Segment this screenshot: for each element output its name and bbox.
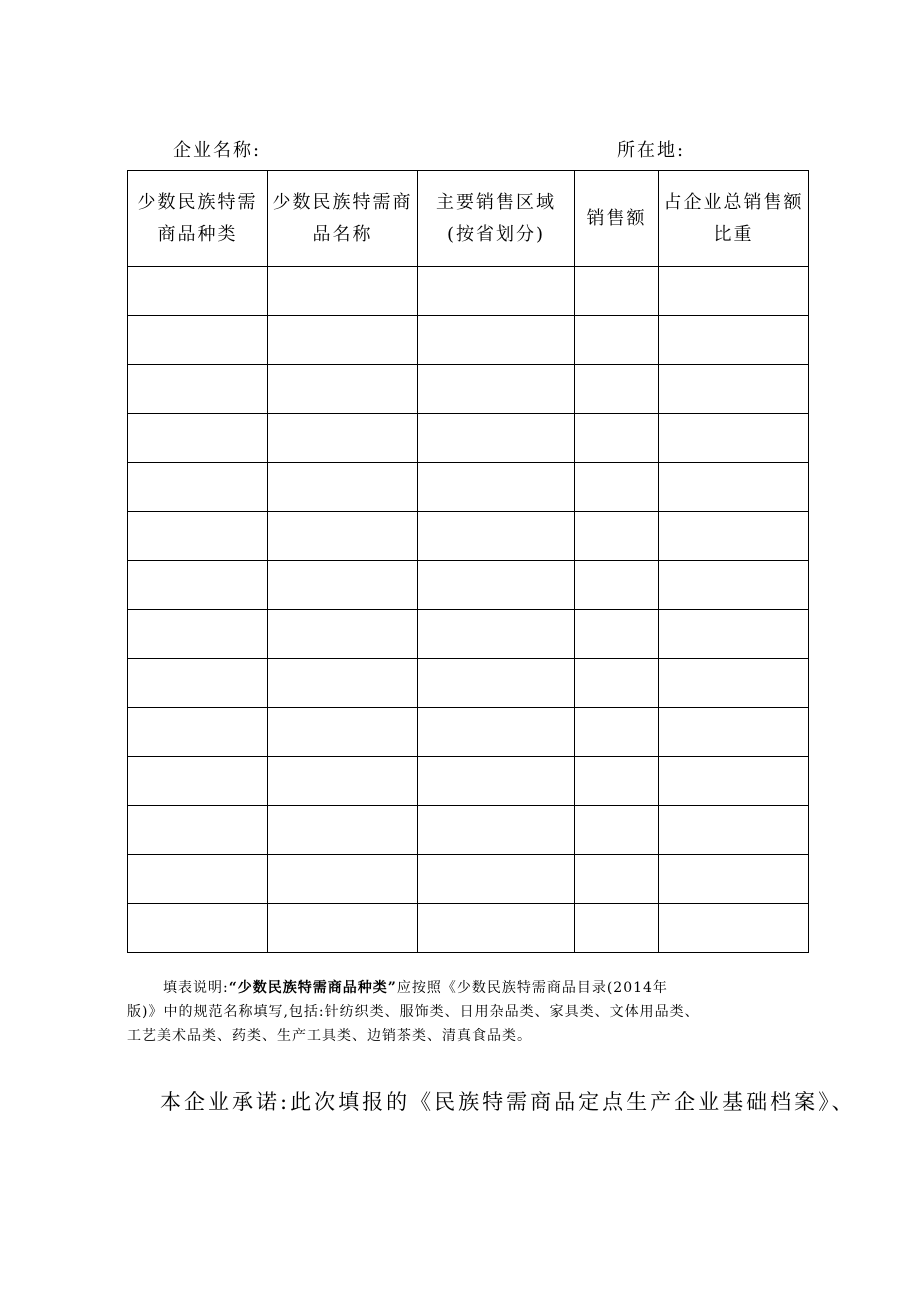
table-cell[interactable]	[418, 855, 575, 904]
table-cell[interactable]	[659, 463, 809, 512]
table-cell[interactable]	[659, 561, 809, 610]
column-header-sales-region: 主要销售区域 (按省划分)	[418, 171, 575, 267]
table-cell[interactable]	[418, 316, 575, 365]
table-cell[interactable]	[418, 757, 575, 806]
table-cell[interactable]	[128, 659, 268, 708]
table-cell[interactable]	[659, 512, 809, 561]
table-row	[128, 757, 809, 806]
location-label: 所在地:	[617, 140, 686, 161]
table-cell[interactable]	[418, 610, 575, 659]
table-cell[interactable]	[575, 316, 659, 365]
table-cell[interactable]	[659, 708, 809, 757]
table-cell[interactable]	[418, 463, 575, 512]
table-cell[interactable]	[128, 757, 268, 806]
table-cell[interactable]	[268, 806, 418, 855]
table-cell[interactable]	[268, 463, 418, 512]
table-body	[128, 267, 809, 953]
table-row	[128, 463, 809, 512]
instructions-bold-term: “少数民族特需商品种类”	[228, 980, 397, 996]
table-cell[interactable]	[659, 267, 809, 316]
instructions-line-2: 版)》中的规范名称填写,包括:针纺织类、服饰类、日用杂品类、家具类、文体用品类、	[127, 1004, 700, 1020]
table-row	[128, 316, 809, 365]
table-row	[128, 904, 809, 953]
table-row	[128, 610, 809, 659]
table-cell[interactable]	[575, 806, 659, 855]
table-cell[interactable]	[128, 806, 268, 855]
company-name-label: 企业名称:	[173, 140, 262, 161]
table-cell[interactable]	[268, 757, 418, 806]
table-cell[interactable]	[659, 414, 809, 463]
table-cell[interactable]	[659, 904, 809, 953]
table-cell[interactable]	[268, 610, 418, 659]
table-row	[128, 512, 809, 561]
table-cell[interactable]	[418, 365, 575, 414]
table-cell[interactable]	[659, 316, 809, 365]
table-cell[interactable]	[659, 855, 809, 904]
table-cell[interactable]	[268, 855, 418, 904]
table-cell[interactable]	[418, 267, 575, 316]
table-row	[128, 708, 809, 757]
table-cell[interactable]	[268, 512, 418, 561]
table-cell[interactable]	[128, 267, 268, 316]
table-cell[interactable]	[268, 561, 418, 610]
table-cell[interactable]	[575, 855, 659, 904]
table-cell[interactable]	[575, 267, 659, 316]
instructions-line-3: 工艺美术品类、药类、生产工具类、边销茶类、清真食品类。	[127, 1028, 532, 1044]
column-header-category: 少数民族特需 商品种类	[128, 171, 268, 267]
instructions-line-1	[127, 976, 807, 1000]
table-row	[128, 806, 809, 855]
table-cell[interactable]	[659, 610, 809, 659]
table-cell[interactable]	[128, 365, 268, 414]
table-cell[interactable]	[268, 659, 418, 708]
table-cell[interactable]	[128, 610, 268, 659]
table-cell[interactable]	[659, 365, 809, 414]
column-header-sales-amount: 销售额	[575, 171, 659, 267]
column-header-sales-ratio: 占企业总销售额 比重	[659, 171, 809, 267]
table-cell[interactable]	[128, 463, 268, 512]
table-cell[interactable]	[418, 512, 575, 561]
table-row	[128, 561, 809, 610]
table-header-row	[128, 171, 809, 267]
instructions-text-1: 应按照《少数民族特需商品目录(2014年	[396, 980, 668, 996]
table-cell[interactable]	[128, 561, 268, 610]
table-cell[interactable]	[575, 708, 659, 757]
table-cell[interactable]	[268, 316, 418, 365]
table-cell[interactable]	[268, 365, 418, 414]
table-cell[interactable]	[418, 414, 575, 463]
table-cell[interactable]	[128, 708, 268, 757]
fill-instructions	[127, 976, 807, 1048]
table-cell[interactable]	[659, 757, 809, 806]
table-cell[interactable]	[575, 904, 659, 953]
table-cell[interactable]	[575, 561, 659, 610]
instructions-prefix: 填表说明:	[163, 980, 229, 996]
table-cell[interactable]	[418, 904, 575, 953]
table-cell[interactable]	[128, 512, 268, 561]
table-cell[interactable]	[418, 659, 575, 708]
column-header-product-name: 少数民族特需商 品名称	[268, 171, 418, 267]
table-cell[interactable]	[268, 267, 418, 316]
table-cell[interactable]	[268, 904, 418, 953]
table-cell[interactable]	[575, 414, 659, 463]
table-cell[interactable]	[128, 316, 268, 365]
table-cell[interactable]	[418, 806, 575, 855]
table-cell[interactable]	[575, 757, 659, 806]
table-cell[interactable]	[418, 708, 575, 757]
table-cell[interactable]	[128, 855, 268, 904]
table-row	[128, 414, 809, 463]
table-cell[interactable]	[575, 659, 659, 708]
pledge-statement: 本企业承诺:此次填报的《民族特需商品定点生产企业基础档案》、	[160, 1090, 856, 1114]
table-cell[interactable]	[268, 708, 418, 757]
table-row	[128, 855, 809, 904]
table-cell[interactable]	[575, 463, 659, 512]
table-cell[interactable]	[575, 512, 659, 561]
sales-table	[127, 170, 809, 953]
table-cell[interactable]	[659, 659, 809, 708]
table-cell[interactable]	[268, 414, 418, 463]
table-row	[128, 659, 809, 708]
table-row	[128, 365, 809, 414]
table-cell[interactable]	[418, 561, 575, 610]
table-cell[interactable]	[575, 365, 659, 414]
table-cell[interactable]	[128, 904, 268, 953]
table-cell[interactable]	[659, 806, 809, 855]
table-cell[interactable]	[128, 414, 268, 463]
table-cell[interactable]	[575, 610, 659, 659]
table-row	[128, 267, 809, 316]
